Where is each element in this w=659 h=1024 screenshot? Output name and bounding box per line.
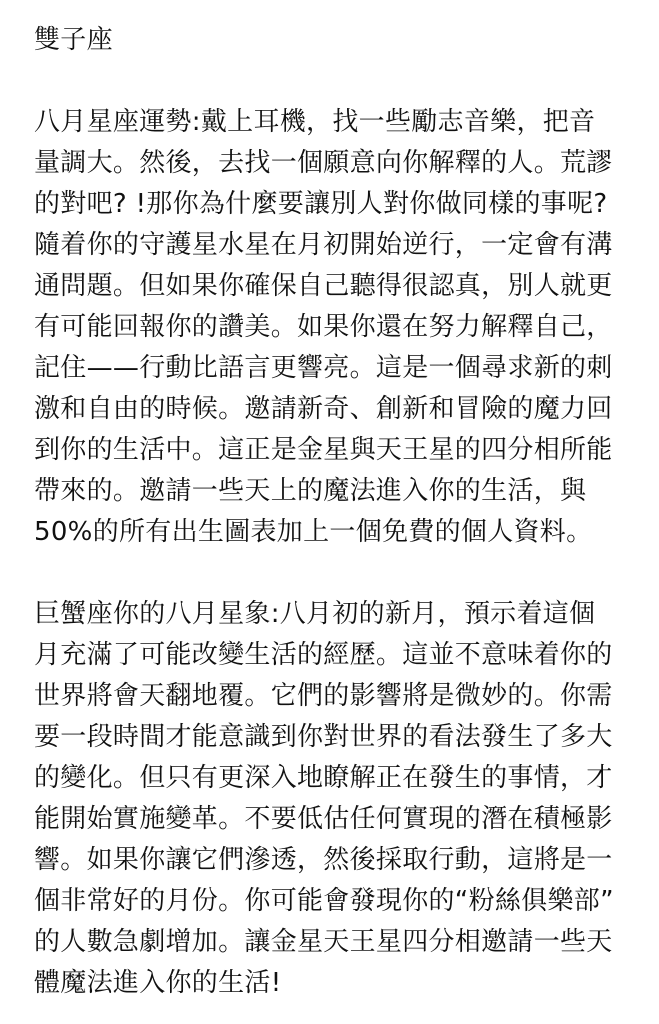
text-line: 體魔法進入你的生活! (34, 968, 282, 998)
text-line: 通問題。但如果你確保自己聽得很認真，別人就更 (34, 271, 613, 301)
text-line: 巨蟹座你的八月星象:八月初的新月，預示着這個 (34, 599, 596, 629)
text-line: 到你的生活中。這正是金星與天王星的四分相所能 (34, 435, 613, 465)
text-line: 世界將會天翻地覆。它們的影響將是微妙的。你需 (34, 681, 613, 711)
text-line: 的變化。但只有更深入地瞭解正在發生的事情，才 (34, 763, 613, 793)
page-title: 雙子座 (34, 25, 113, 55)
text-line: 激和自由的時候。邀請新奇、創新和冒險的魔力回 (34, 394, 613, 424)
text-line: 的人數急劇增加。讓金星天王星四分相邀請一些天 (34, 927, 613, 957)
cancer-paragraph (34, 594, 625, 1004)
text-line: 個非常好的月份。你可能會發現你的“粉絲俱樂部” (34, 886, 614, 916)
text-line: 月充滿了可能改變生活的經歷。這並不意味着你的 (34, 640, 613, 670)
text-line: 50%的所有出生圖表加上一個免費的個人資料。 (34, 517, 593, 547)
text-line: 帶來的。邀請一些天上的魔法進入你的生活，與 (34, 476, 587, 506)
text-line: 能開始實施變革。不要低估任何實現的潛在積極影 (34, 804, 613, 834)
text-line: 隨着你的守護星水星在月初開始逆行，一定會有溝 (34, 230, 613, 260)
text-line: 響。如果你讓它們滲透，然後採取行動，這將是一 (34, 845, 613, 875)
gemini-paragraph (34, 102, 625, 553)
text-line: 量調大。然後，去找一個願意向你解釋的人。荒謬 (34, 148, 613, 178)
text-line: 要一段時間才能意識到你對世界的看法發生了多大 (34, 722, 613, 752)
text-line: 有可能回報你的讚美。如果你還在努力解釋自己， (34, 312, 613, 342)
text-line: 八月星座運勢:戴上耳機，找一些勵志音樂，把音 (34, 107, 596, 137)
text-line: 記住——行動比語言更響亮。這是一個尋求新的刺 (34, 353, 613, 383)
text-line: 的對吧? !那你為什麼要讓別人對你做同樣的事呢? (34, 189, 608, 219)
